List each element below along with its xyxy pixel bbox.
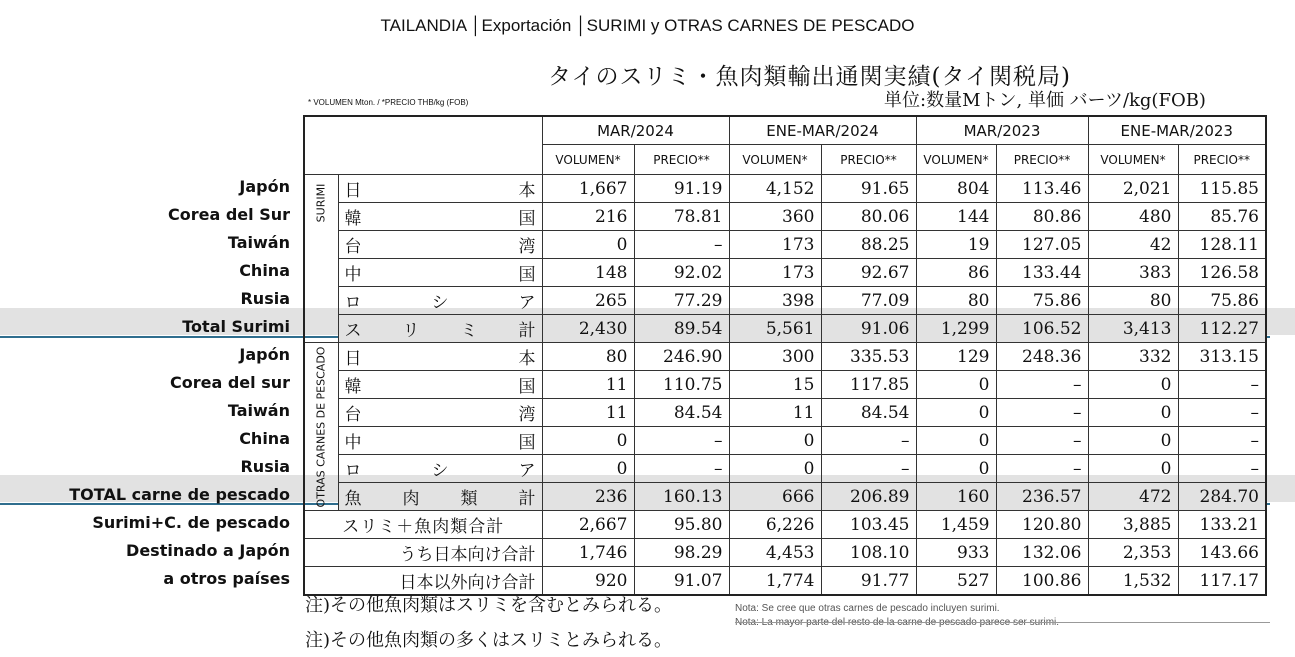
table-row bbox=[304, 287, 1266, 315]
jp-char: ミ bbox=[460, 321, 478, 341]
period-header: ENE-MAR/2024 bbox=[729, 116, 916, 145]
volumen-cell: 148 bbox=[542, 259, 634, 287]
precio-cell: 117.17 bbox=[1178, 567, 1266, 596]
precio-cell: 100.86 bbox=[996, 567, 1088, 596]
precio-header: PRECIO** bbox=[996, 145, 1088, 175]
precio-cell: 335.53 bbox=[821, 343, 916, 371]
export-table bbox=[303, 115, 1267, 596]
precio-cell: 113.46 bbox=[996, 175, 1088, 203]
row-label: Rusia bbox=[240, 289, 290, 308]
jp-summary-cell: 日本以外向け合計 bbox=[304, 567, 542, 596]
note-jp-1: 注)その他魚肉類はスリミを含むとみられる。 bbox=[305, 595, 673, 616]
table-row bbox=[304, 455, 1266, 483]
jp-char: 韓 bbox=[344, 209, 362, 229]
jp-char: 国 bbox=[518, 265, 536, 285]
volumen-cell: 236 bbox=[542, 483, 634, 511]
row-label: Destinado a Japón bbox=[126, 541, 290, 560]
precio-cell: – bbox=[996, 455, 1088, 483]
volumen-cell: 0 bbox=[916, 455, 996, 483]
row-label: Total Surimi bbox=[182, 317, 290, 336]
precio-cell: 128.11 bbox=[1178, 231, 1266, 259]
export-table-wrap bbox=[303, 115, 1267, 596]
volumen-cell: 300 bbox=[729, 343, 821, 371]
precio-cell: 95.80 bbox=[634, 511, 729, 539]
volumen-cell: 80 bbox=[1088, 287, 1178, 315]
jp-char: 肉 bbox=[402, 489, 420, 509]
volumen-cell: 216 bbox=[542, 203, 634, 231]
volumen-header: VOLUMEN* bbox=[542, 145, 634, 175]
precio-cell: – bbox=[996, 371, 1088, 399]
precio-cell: 103.45 bbox=[821, 511, 916, 539]
volumen-cell: 4,453 bbox=[729, 539, 821, 567]
precio-cell: 84.54 bbox=[634, 399, 729, 427]
precio-cell: 236.57 bbox=[996, 483, 1088, 511]
volumen-cell: 4,152 bbox=[729, 175, 821, 203]
precio-cell: 77.29 bbox=[634, 287, 729, 315]
volumen-cell: 160 bbox=[916, 483, 996, 511]
note-jp-2: 注)その他魚肉類の多くはスリミとみられる。 bbox=[305, 630, 673, 651]
volumen-cell: 173 bbox=[729, 259, 821, 287]
volumen-cell: 1,532 bbox=[1088, 567, 1178, 596]
volumen-cell: 11 bbox=[729, 399, 821, 427]
jp-char: 台 bbox=[344, 237, 362, 257]
table-row bbox=[304, 175, 1266, 203]
volumen-cell: 144 bbox=[916, 203, 996, 231]
volumen-cell: 19 bbox=[916, 231, 996, 259]
row-label: TOTAL carne de pescado bbox=[69, 485, 290, 504]
precio-cell: 117.85 bbox=[821, 371, 916, 399]
precio-cell: 133.44 bbox=[996, 259, 1088, 287]
volumen-cell: 3,413 bbox=[1088, 315, 1178, 343]
row-label: Corea del Sur bbox=[167, 205, 290, 224]
volumen-cell: 5,561 bbox=[729, 315, 821, 343]
jp-char: 中 bbox=[344, 433, 362, 453]
precio-cell: 110.75 bbox=[634, 371, 729, 399]
volumen-cell: 1,299 bbox=[916, 315, 996, 343]
volumen-cell: 2,667 bbox=[542, 511, 634, 539]
volumen-cell: 129 bbox=[916, 343, 996, 371]
table-row bbox=[304, 231, 1266, 259]
jp-char: 類 bbox=[460, 489, 478, 509]
precio-cell: – bbox=[1178, 371, 1266, 399]
precio-cell: 80.06 bbox=[821, 203, 916, 231]
precio-cell: 284.70 bbox=[1178, 483, 1266, 511]
volumen-cell: 11 bbox=[542, 371, 634, 399]
jp-char: 本 bbox=[518, 349, 536, 369]
precio-header: PRECIO** bbox=[1178, 145, 1266, 175]
jp-country-cell bbox=[338, 287, 542, 315]
jp-char: ロ bbox=[344, 293, 362, 313]
volumen-cell: 86 bbox=[916, 259, 996, 287]
precio-cell: 91.07 bbox=[634, 567, 729, 596]
jp-country-cell bbox=[338, 427, 542, 455]
precio-cell: – bbox=[996, 399, 1088, 427]
jp-country-cell bbox=[338, 203, 542, 231]
jp-char: 台 bbox=[344, 405, 362, 425]
volumen-cell: 0 bbox=[542, 427, 634, 455]
volumen-cell: 2,021 bbox=[1088, 175, 1178, 203]
precio-cell: 75.86 bbox=[1178, 287, 1266, 315]
table-row bbox=[304, 203, 1266, 231]
jp-char: 湾 bbox=[518, 405, 536, 425]
period-header: MAR/2023 bbox=[916, 116, 1088, 145]
volumen-cell: 666 bbox=[729, 483, 821, 511]
jp-char: ロ bbox=[344, 461, 362, 481]
precio-cell: 143.66 bbox=[1178, 539, 1266, 567]
precio-cell: 89.54 bbox=[634, 315, 729, 343]
precio-header: PRECIO** bbox=[634, 145, 729, 175]
table-body bbox=[304, 175, 1266, 596]
volumen-cell: 3,885 bbox=[1088, 511, 1178, 539]
precio-cell: 106.52 bbox=[996, 315, 1088, 343]
volumen-cell: 0 bbox=[542, 231, 634, 259]
volumen-header: VOLUMEN* bbox=[916, 145, 996, 175]
volumen-cell: 0 bbox=[916, 399, 996, 427]
volumen-cell: 15 bbox=[729, 371, 821, 399]
row-label: a otros países bbox=[163, 569, 290, 588]
volumen-cell: 1,746 bbox=[542, 539, 634, 567]
table-row bbox=[304, 315, 1266, 343]
volumen-cell: 383 bbox=[1088, 259, 1178, 287]
precio-cell: – bbox=[996, 427, 1088, 455]
jp-char: シ bbox=[431, 293, 449, 313]
volumen-cell: 0 bbox=[1088, 399, 1178, 427]
precio-cell: 75.86 bbox=[996, 287, 1088, 315]
table-row bbox=[304, 511, 1266, 539]
volumen-cell: 398 bbox=[729, 287, 821, 315]
volumen-cell: 42 bbox=[1088, 231, 1178, 259]
jp-summary-cell: スリミ＋魚肉類合計 bbox=[304, 511, 542, 539]
volumen-cell: 1,459 bbox=[916, 511, 996, 539]
jp-char: 本 bbox=[518, 181, 536, 201]
row-label: Taiwán bbox=[227, 233, 290, 252]
precio-cell: 77.09 bbox=[821, 287, 916, 315]
precio-cell: 91.77 bbox=[821, 567, 916, 596]
precio-cell: – bbox=[1178, 399, 1266, 427]
volumen-cell: 332 bbox=[1088, 343, 1178, 371]
jp-char: ア bbox=[518, 461, 536, 481]
period-header: ENE-MAR/2023 bbox=[1088, 116, 1266, 145]
jp-char: シ bbox=[431, 461, 449, 481]
jp-char: 国 bbox=[518, 377, 536, 397]
precio-cell: 85.76 bbox=[1178, 203, 1266, 231]
precio-cell: 108.10 bbox=[821, 539, 916, 567]
volumen-cell: 1,774 bbox=[729, 567, 821, 596]
precio-cell: 120.80 bbox=[996, 511, 1088, 539]
jp-char: 韓 bbox=[344, 377, 362, 397]
group-otras bbox=[304, 343, 338, 511]
group-surimi bbox=[304, 175, 338, 343]
precio-cell: 126.58 bbox=[1178, 259, 1266, 287]
volumen-cell: 6,226 bbox=[729, 511, 821, 539]
table-row bbox=[304, 399, 1266, 427]
jp-country-cell bbox=[338, 371, 542, 399]
jp-char: ス bbox=[344, 321, 362, 341]
table-row bbox=[304, 343, 1266, 371]
volumen-cell: 920 bbox=[542, 567, 634, 596]
precio-header: PRECIO** bbox=[821, 145, 916, 175]
volumen-cell: 173 bbox=[729, 231, 821, 259]
volumen-cell: 2,430 bbox=[542, 315, 634, 343]
jp-char: 中 bbox=[344, 265, 362, 285]
precio-cell: 98.29 bbox=[634, 539, 729, 567]
note-rule bbox=[735, 622, 1270, 623]
jp-char: 国 bbox=[518, 209, 536, 229]
volumen-header: VOLUMEN* bbox=[729, 145, 821, 175]
group-label: OTRAS CARNES DE PESCADO bbox=[314, 346, 328, 507]
jp-country-cell bbox=[338, 399, 542, 427]
precio-cell: 78.81 bbox=[634, 203, 729, 231]
jp-char: リ bbox=[402, 321, 420, 341]
header-corner bbox=[304, 116, 542, 175]
page-title: TAILANDIA │Exportación │SURIMI y OTRAS CARNES DE PESCADO bbox=[380, 16, 915, 35]
precio-cell: 248.36 bbox=[996, 343, 1088, 371]
precio-cell: 91.06 bbox=[821, 315, 916, 343]
precio-cell: 206.89 bbox=[821, 483, 916, 511]
precio-cell: 88.25 bbox=[821, 231, 916, 259]
row-label: China bbox=[239, 429, 290, 448]
volumen-cell: 472 bbox=[1088, 483, 1178, 511]
precio-cell: 92.02 bbox=[634, 259, 729, 287]
jp-country-cell bbox=[338, 231, 542, 259]
volumen-header: VOLUMEN* bbox=[1088, 145, 1178, 175]
row-label: China bbox=[239, 261, 290, 280]
precio-cell: – bbox=[634, 455, 729, 483]
precio-cell: – bbox=[634, 427, 729, 455]
jp-country-cell bbox=[338, 455, 542, 483]
volumen-cell: 527 bbox=[916, 567, 996, 596]
row-label: Japón bbox=[239, 177, 290, 196]
jp-country-cell bbox=[338, 175, 542, 203]
jp-country-cell bbox=[338, 483, 542, 511]
jp-char: 魚 bbox=[344, 489, 362, 509]
jp-unit-note: 単位:数量Mトン, 単価 バーツ/kg(FOB) bbox=[884, 90, 1206, 111]
jp-char: 湾 bbox=[518, 237, 536, 257]
precio-cell: – bbox=[821, 455, 916, 483]
precio-cell: – bbox=[634, 231, 729, 259]
volumen-cell: 11 bbox=[542, 399, 634, 427]
table-row bbox=[304, 539, 1266, 567]
row-label: Surimi+C. de pescado bbox=[92, 513, 290, 532]
jp-country-cell bbox=[338, 259, 542, 287]
volumen-cell: 0 bbox=[729, 427, 821, 455]
precio-cell: 91.19 bbox=[634, 175, 729, 203]
table-row bbox=[304, 427, 1266, 455]
precio-cell: 127.05 bbox=[996, 231, 1088, 259]
volumen-cell: 360 bbox=[729, 203, 821, 231]
table-row bbox=[304, 259, 1266, 287]
precio-cell: – bbox=[1178, 455, 1266, 483]
precio-cell: 313.15 bbox=[1178, 343, 1266, 371]
period-header: MAR/2024 bbox=[542, 116, 729, 145]
volumen-cell: 0 bbox=[916, 371, 996, 399]
jp-char: 国 bbox=[518, 433, 536, 453]
precio-cell: 92.67 bbox=[821, 259, 916, 287]
precio-cell: 160.13 bbox=[634, 483, 729, 511]
group-label: SURIMI bbox=[314, 183, 328, 222]
volumen-cell: 933 bbox=[916, 539, 996, 567]
precio-cell: 133.21 bbox=[1178, 511, 1266, 539]
volumen-cell: 265 bbox=[542, 287, 634, 315]
precio-cell: 115.85 bbox=[1178, 175, 1266, 203]
volumen-cell: 804 bbox=[916, 175, 996, 203]
precio-cell: 246.90 bbox=[634, 343, 729, 371]
jp-country-cell bbox=[338, 343, 542, 371]
jp-char: 日 bbox=[344, 181, 362, 201]
volumen-cell: 0 bbox=[1088, 427, 1178, 455]
jp-char: 日 bbox=[344, 349, 362, 369]
row-label: Japón bbox=[239, 345, 290, 364]
precio-cell: 91.65 bbox=[821, 175, 916, 203]
precio-cell: 84.54 bbox=[821, 399, 916, 427]
volumen-cell: 0 bbox=[1088, 455, 1178, 483]
jp-char: 計 bbox=[518, 321, 536, 341]
jp-summary-cell: うち日本向け合計 bbox=[304, 539, 542, 567]
jp-char: 計 bbox=[518, 489, 536, 509]
volumen-cell: 0 bbox=[729, 455, 821, 483]
table-row bbox=[304, 483, 1266, 511]
row-label: Corea del sur bbox=[169, 373, 290, 392]
volumen-cell: 0 bbox=[1088, 371, 1178, 399]
jp-country-cell bbox=[338, 315, 542, 343]
volumen-cell: 0 bbox=[542, 455, 634, 483]
volumen-cell: 0 bbox=[916, 427, 996, 455]
precio-cell: 80.86 bbox=[996, 203, 1088, 231]
volumen-cell: 2,353 bbox=[1088, 539, 1178, 567]
precio-cell: – bbox=[821, 427, 916, 455]
row-label: Taiwán bbox=[227, 401, 290, 420]
units-note: * VOLUMEN Mton. / *PRECIO THB/kg (FOB) bbox=[308, 98, 469, 107]
precio-cell: 132.06 bbox=[996, 539, 1088, 567]
table-row bbox=[304, 371, 1266, 399]
volumen-cell: 1,667 bbox=[542, 175, 634, 203]
jp-char: ア bbox=[518, 293, 536, 313]
precio-cell: – bbox=[1178, 427, 1266, 455]
note-es-1: Nota: Se cree que otras carnes de pescado incluyen surimi. bbox=[735, 603, 1000, 614]
precio-cell: 112.27 bbox=[1178, 315, 1266, 343]
volumen-cell: 80 bbox=[542, 343, 634, 371]
volumen-cell: 480 bbox=[1088, 203, 1178, 231]
volumen-cell: 80 bbox=[916, 287, 996, 315]
row-label: Rusia bbox=[240, 457, 290, 476]
jp-table-title: タイのスリミ・魚肉類輸出通関実績(タイ関税局) bbox=[548, 64, 1072, 90]
